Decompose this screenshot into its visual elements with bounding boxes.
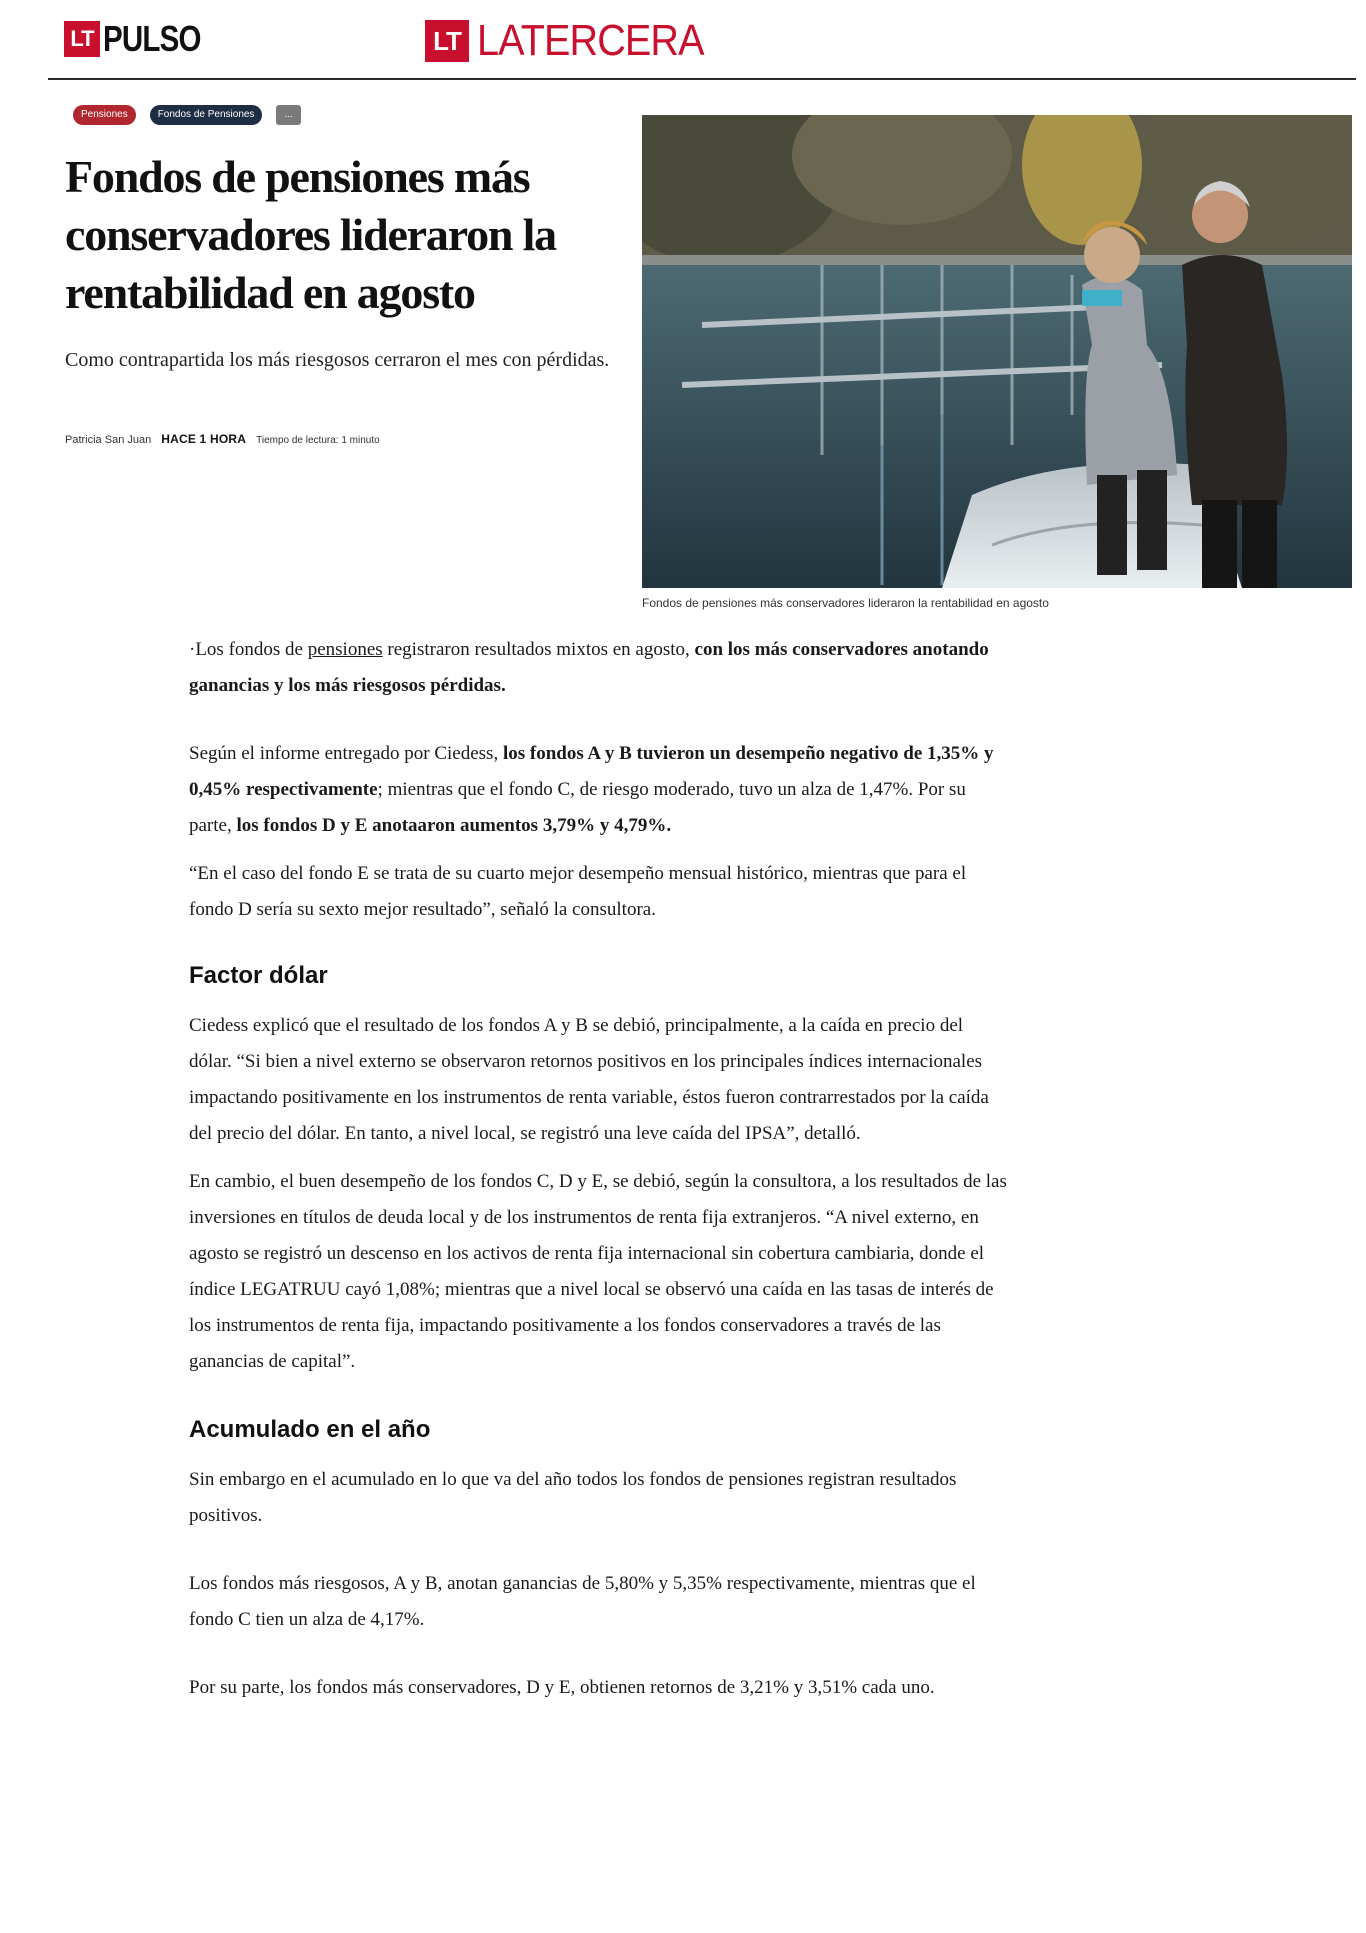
paragraph-5: En cambio, el buen desempeño de los fondos C, D y E, se debió, según la consultora, a los resultados de las inversiones en títulos de deuda local y de los instrumentos de renta fija extranjeros. “A nivel externo, en agosto se registró un descenso en los activos de renta fija internacional sin cobertura cambiaria, donde el índice LEGATRUU cayó 1,08%; mientras que a nivel local se observó una caída en las tasas de interés de los instrumentos de renta fija, impactando positivamente a los fondos conservadores a través de las ganancias de capital”. [189, 1171, 1007, 1372]
header-divider [48, 78, 1356, 80]
pulso-logo[interactable] [64, 18, 222, 60]
pulso-logo-word: PULSO [103, 18, 201, 59]
article-body [189, 632, 1009, 1706]
paragraph-1-text-a: ·Los fondos de [189, 639, 308, 660]
author-link[interactable]: Patricia San Juan [65, 434, 152, 446]
pensiones-link[interactable]: pensiones [307, 639, 383, 660]
hero-image [642, 115, 1352, 588]
paragraph-2-text-a: Según el informe entregado por Ciedess, [189, 743, 503, 764]
site-header [0, 0, 1366, 80]
paragraph-2-text-b: ; mientras que el fondo C, de riesgo moderado, tuvo un alza de 1,47%. Por su parte, [189, 779, 966, 836]
byline [65, 432, 380, 446]
latercera-logo-word: LATERCERA [477, 16, 704, 65]
paragraph-1 [189, 632, 1009, 704]
paragraph-2-bold-2: los fondos D y E anotaaron aumentos 3,79% y 4,79%. [236, 815, 672, 836]
paragraph-6: Sin embargo en el acumulado en lo que va del año todos los fondos de pensiones registran resultados positivos. [189, 1469, 957, 1526]
latercera-logo-lt: LT [425, 20, 469, 62]
pulso-logo-lt: LT [64, 21, 100, 57]
image-caption: Fondos de pensiones más conservadores lideraron la rentabilidad en agosto [642, 596, 1049, 610]
paragraph-8: Por su parte, los fondos más conservadores, D y E, obtienen retornos de 3,21% y 3,51% cada uno. [189, 1677, 935, 1698]
topic-tags [73, 105, 301, 125]
paragraph-7: Los fondos más riesgosos, A y B, anotan ganancias de 5,80% y 5,35% respectivamente, mientras que el fondo C tien un alza de 4,17%. [189, 1573, 976, 1630]
paragraph-2 [189, 736, 1009, 844]
latercera-logo[interactable] [425, 16, 729, 66]
paragraph-3: “En el caso del fondo E se trata de su cuarto mejor desempeño mensual histórico, mientras que para el fondo D sería su sexto mejor resultado”, señaló la consultora. [189, 863, 967, 920]
tag-pensiones[interactable]: Pensiones [73, 105, 136, 125]
article-subheadline: Como contrapartida los más riesgosos cerraron el mes con pérdidas. [65, 349, 610, 371]
section-heading-acumulado: Acumulado en el año [189, 1416, 431, 1443]
paragraph-2-bold-1: los fondos A y B tuvieron un desempeño negativo de 1,35% y 0,45% respectivamente [189, 743, 994, 800]
tag-fondos-de-pensiones[interactable]: Fondos de Pensiones [150, 105, 263, 125]
tag-more-button[interactable]: ... [276, 105, 300, 125]
photo-icon [642, 115, 1352, 588]
reading-time: Tiempo de lectura: 1 minuto [256, 435, 380, 446]
paragraph-4: Ciedess explicó que el resultado de los fondos A y B se debió, principalmente, a la caída en precio del dólar. “Si bien a nivel externo se observaron retornos positivos en los principales índices internacionales impactando positivamente en los instrumentos de renta variable, éstos fueron contrarrestados por la caída del precio del dólar. En tanto, a nivel local, se registró una leve caída del IPSA”, detalló. [189, 1015, 989, 1144]
paragraph-1-text-b: registraron resultados mixtos en agosto, [382, 639, 695, 660]
article-headline: Fondos de pensiones más conservadores lideraron la rentabilidad en agosto [65, 151, 556, 318]
paragraph-1-bold: con los más conservadores anotando ganancias y los más riesgosos pérdidas. [189, 639, 989, 696]
published-time: HACE 1 HORA [161, 432, 247, 446]
section-heading-factor-dolar: Factor dólar [189, 962, 328, 989]
